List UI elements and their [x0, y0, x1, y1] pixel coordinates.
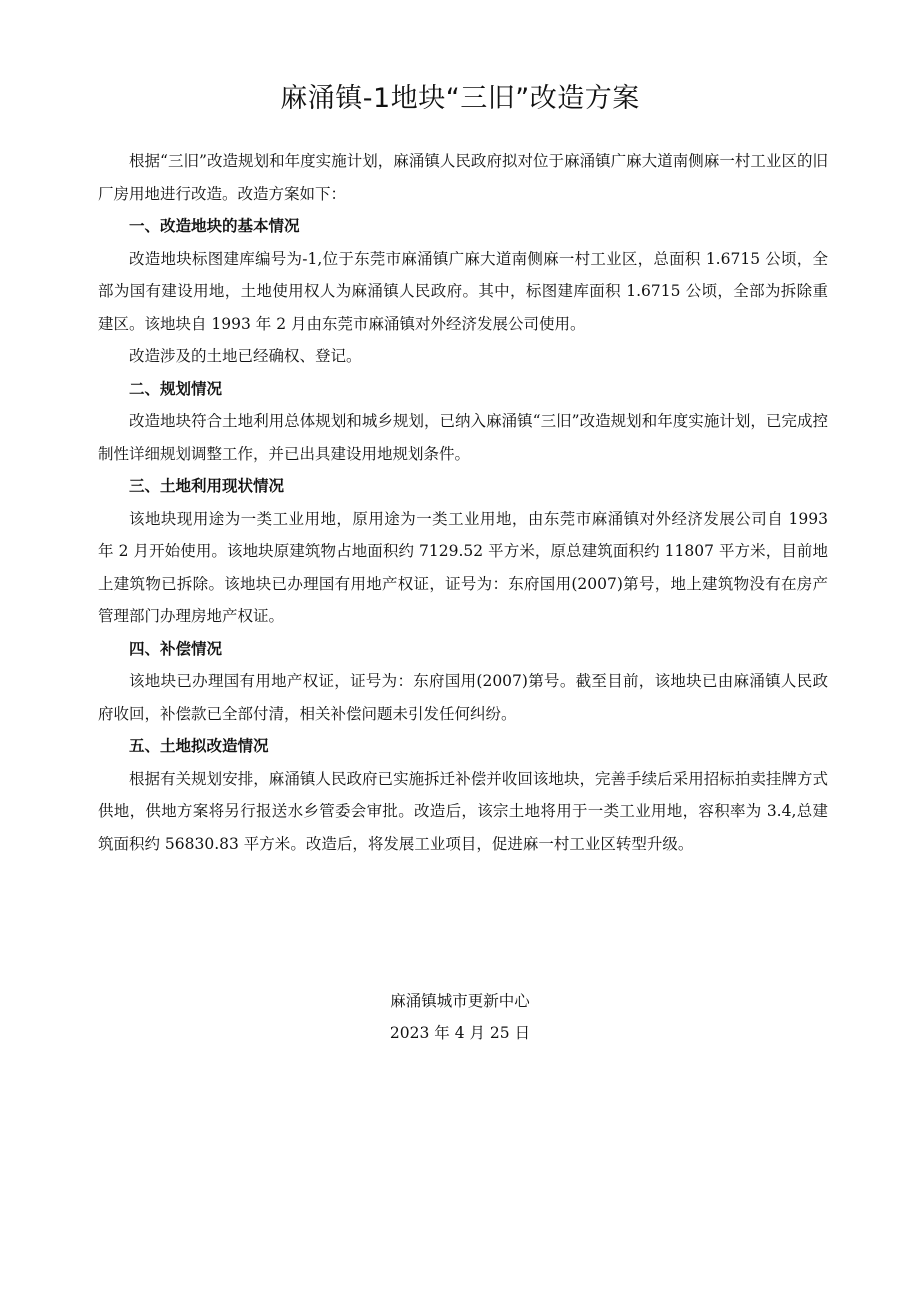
- section-5-heading: 五、土地拟改造情况: [129, 737, 269, 755]
- section-3-heading: 三、土地利用现状情况: [129, 477, 285, 495]
- intro-paragraph: 根据“三旧”改造规划和年度实施计划，麻涌镇人民政府拟对位于麻涌镇广麻大道南侧麻一村工业区的旧厂房用地进行改造。改造方案如下：: [98, 152, 828, 203]
- document-title: 麻涌镇-1地块“三旧”改造方案: [280, 83, 640, 114]
- section-3-paragraph-1: 该地块现用途为一类工业用地，原用途为一类工业用地，由东莞市麻涌镇对外经济发展公司自 1993 年 2 月开始使用。该地块原建筑物占地面积约 7129.52 平方米，原总建筑面积约 11807 平方米，目前地上建筑物已拆除。该地块已办理国有用地产权证，证号为：东府国用(2007)第号，地上建筑物没有在房产管理部门办理房地产权证。: [98, 509, 828, 625]
- section-2-heading: 二、规划情况: [129, 379, 223, 398]
- section-1-paragraph-2: 改造涉及的土地已经确权、登记。: [129, 347, 362, 365]
- section-1-heading: 一、改造地块的基本情况: [129, 217, 300, 235]
- signature-organization: 麻涌镇城市更新中心: [390, 992, 530, 1010]
- section-4-heading: 四、补偿情况: [129, 639, 223, 658]
- document-body: [98, 145, 828, 860]
- section-5-paragraph-1: 根据有关规划安排，麻涌镇人民政府已实施拆迁补偿并收回该地块，完善手续后采用招标拍卖挂牌方式供地，供地方案将另行报送水乡管委会审批。改造后，该宗土地将用于一类工业用地，容积率为 3.4,总建筑面积约 56830.83 平方米。改造后，将发展工业项目，促进麻一村工业区转型升级。: [98, 769, 828, 853]
- signature-date: 2023 年 4 月 25 日: [389, 1024, 531, 1042]
- section-4-paragraph-1: 该地块已办理国有用地产权证，证号为：东府国用(2007)第号。截至目前，该地块已由麻涌镇人民政府收回，补偿款已全部付清，相关补偿问题未引发任何纠纷。: [98, 672, 828, 723]
- section-2-paragraph-1: 改造地块符合土地利用总体规划和城乡规划，已纳入麻涌镇“三旧”改造规划和年度实施计划，已完成控制性详细规划调整工作，并已出具建设用地规划条件。: [98, 412, 828, 463]
- section-1-paragraph-1: 改造地块标图建库编号为-1,位于东莞市麻涌镇广麻大道南侧麻一村工业区，总面积 1.6715 公顷，全部为国有建设用地，土地使用权人为麻涌镇人民政府。其中，标图建库面积 1.6715 公顷，全部为拆除重建区。该地块自 1993 年 2 月由东莞市麻涌镇对外经济发展公司使用。: [98, 249, 828, 333]
